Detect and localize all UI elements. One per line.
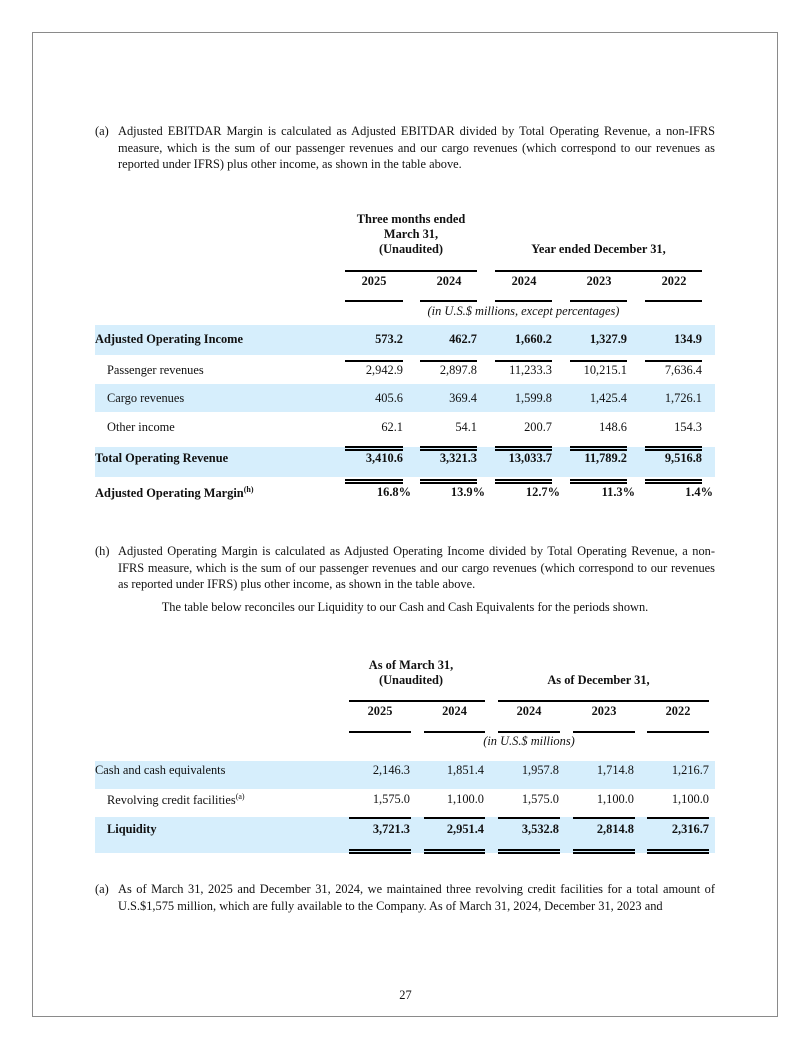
header-line: (Unaudited) [378,673,444,687]
subtotal-rule [498,817,560,819]
total-double-rule [420,479,477,484]
col-header-2024-q: 2024 [436,274,462,288]
header-rule [495,270,702,272]
header-rule [345,270,477,272]
group-header-three-months [345,212,477,257]
total-double-rule [495,479,552,484]
footnote-operating-margin [95,543,715,593]
col-header-2025: 2025 [361,274,387,288]
subtotal-rule [573,817,635,819]
row-label: Adjusted Operating Income [95,332,243,346]
col-header-2023: 2023 [591,704,617,718]
total-double-rule [645,479,702,484]
cell: 1,714.8 [596,763,634,777]
cell: 1,216.7 [671,763,709,777]
year-rule [420,300,477,302]
cell: 54.1 [455,420,477,434]
row-label: Cargo revenues [107,391,185,405]
subtotal-rule [349,817,411,819]
subtotal-rule [345,360,403,362]
cell: 11.3% [601,485,635,499]
row-label [107,792,245,808]
cell: 16.8% [376,485,411,499]
year-rule [498,731,560,733]
cell: 12.7% [525,485,560,499]
unit-note: (in U.S.$ millions) [483,734,575,748]
cell: 1,425.4 [589,391,627,405]
footnote-label: (a) [95,882,109,896]
col-header-2022: 2022 [661,274,687,288]
header-line: Three months ended [356,212,466,226]
cell: 405.6 [375,391,403,405]
cell: 13.9% [450,485,485,499]
year-rule [349,731,411,733]
cell: 7,636.4 [664,363,702,377]
row-label: Cash and cash equivalents [95,763,226,777]
year-rule [495,300,552,302]
cell: 11,789.2 [584,451,627,465]
col-header-2025: 2025 [367,704,393,718]
cell: 1,100.0 [446,792,484,806]
row-label-text: Adjusted Operating Margin [95,486,244,501]
cell: 1,575.0 [372,792,410,806]
footnote-text: Adjusted EBITDAR Margin is calculated as Adjusted EBITDAR divided by Total Operating Revenue, a non-IFRS measure, which is the sum of our passenger revenues and our cargo revenues (which correspond to our revenues as reported under IFRS) plus other income, as shown in the table above. [118,124,715,171]
subtotal-rule [424,817,485,819]
header-rule [498,700,709,702]
footnote-revolving-credit [95,881,715,914]
subtotal-rule [495,360,552,362]
year-rule [424,731,485,733]
cell: 3,532.8 [521,822,559,836]
header-rule [349,700,485,702]
group-header-as-of-december: As of December 31, [547,673,650,687]
cell: 10,215.1 [583,363,627,377]
subtotal-rule [420,360,477,362]
footnote-ebitdar-margin [95,123,715,173]
footnote-text: Adjusted Operating Margin is calculated as Adjusted Operating Income divided by Total Operating Revenue, a non-IFRS measure, which is the sum of our passenger revenues and our cargo revenues (which correspond to our revenues as reported under IFRS) plus other income, as shown in the table above. [118,544,715,591]
cell: 2,951.4 [446,822,484,836]
year-rule [647,731,709,733]
year-rule [570,300,627,302]
cell: 11,233.3 [509,363,552,377]
header-line: As of March 31, [368,658,454,672]
subtotal-rule [570,360,627,362]
cell: 1,100.0 [671,792,709,806]
cell: 1,599.8 [514,391,552,405]
cell: 2,897.8 [439,363,477,377]
total-double-rule [570,479,627,484]
cell: 1,957.8 [521,763,559,777]
unit-note: (in U.S.$ millions, except percentages) [427,304,620,318]
footnote-label: (h) [95,544,110,558]
total-double-rule [345,479,403,484]
cell: 2,316.7 [671,822,709,836]
page-number: 27 [399,988,412,1002]
total-double-rule [349,849,411,854]
subtotal-rule [647,817,709,819]
header-line: (Unaudited) [378,242,444,256]
cell: 9,516.8 [664,451,702,465]
total-double-rule [647,849,709,854]
col-header-2024: 2024 [511,274,537,288]
year-rule [645,300,702,302]
subtotal-rule [645,360,702,362]
footnote-ref-h: (h) [243,485,254,494]
total-double-rule [573,849,635,854]
cell: 1,100.0 [596,792,634,806]
cell: 2,146.3 [372,763,410,777]
total-double-rule [424,849,485,854]
cell: 573.2 [375,332,403,346]
row-label: Passenger revenues [107,363,204,377]
cell: 2,942.9 [365,363,403,377]
cell: 154.3 [674,420,702,434]
row-label: Total Operating Revenue [95,451,229,465]
cell: 148.6 [599,420,627,434]
footnote-ref-a: (a) [235,792,245,801]
cell: 1,575.0 [521,792,559,806]
year-rule [345,300,403,302]
cell: 200.7 [524,420,552,434]
cell: 13,033.7 [508,451,552,465]
cell: 2,814.8 [596,822,634,836]
cell: 1.4% [685,485,713,499]
cell: 1,726.1 [664,391,702,405]
cell: 3,321.3 [439,451,477,465]
total-double-rule [498,849,560,854]
row-label-text: Revolving credit facilities [107,793,236,808]
year-rule [573,731,635,733]
liquidity-intro-text: The table below reconciles our Liquidity to our Cash and Cash Equivalents for the periods shown. [161,600,649,614]
page-border [32,32,778,1017]
col-header-2023: 2023 [586,274,612,288]
cell: 134.9 [674,332,702,346]
col-header-2024-q: 2024 [442,704,467,718]
cell: 1,660.2 [514,332,552,346]
cell: 1,327.9 [589,332,627,346]
row-label [95,485,253,501]
cell: 3,410.6 [365,451,403,465]
cell: 3,721.3 [372,822,410,836]
group-header-year-ended: Year ended December 31, [531,242,666,256]
cell: 462.7 [449,332,477,346]
cell: 1,851.4 [446,763,484,777]
cell: 369.4 [449,391,477,405]
footnote-text: As of March 31, 2025 and December 31, 2024, we maintained three revolving credit facilities for a total amount of U.S.$1,575 million, which are fully available to the Company. As of March 31, 2024, December 31, 2023 and [118,882,715,913]
col-header-2024: 2024 [516,704,542,718]
row-label: Liquidity [107,822,157,836]
group-header-as-of-march [345,658,477,688]
row-label: Other income [107,420,175,434]
col-header-2022: 2022 [665,704,691,718]
header-line: March 31, [383,227,439,241]
cell: 62.1 [381,420,403,434]
footnote-label: (a) [95,124,109,138]
